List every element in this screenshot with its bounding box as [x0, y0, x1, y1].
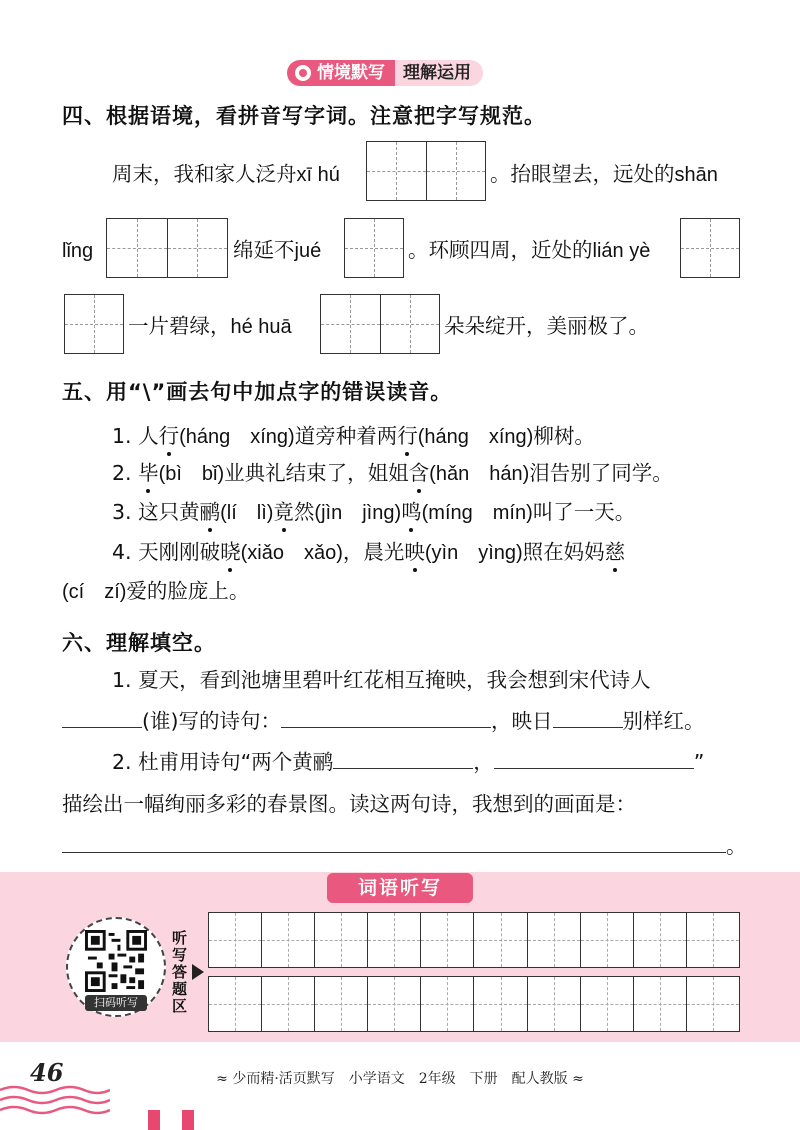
s5-q4-cont	[62, 577, 249, 606]
answer-blank-word[interactable]	[553, 705, 623, 728]
text: 这只黄	[138, 500, 200, 524]
dotted-char: 鸣	[401, 500, 422, 524]
section5-title: 五、用“\”画去句中加点字的错误读音。	[62, 380, 453, 404]
text: 道旁种着两	[294, 424, 398, 448]
text: 叫了一天。	[532, 500, 636, 524]
s5-q3	[112, 498, 635, 527]
s4-text-a: 周末，我和家人泛舟	[112, 162, 297, 186]
answer-box-jue[interactable]	[344, 218, 404, 278]
answer-box-ye[interactable]	[64, 294, 124, 354]
pinyin-jue: jué	[294, 240, 322, 262]
dotted-char: 鹂	[199, 500, 221, 524]
s4-text-b: 。抬眼望去，远处的	[490, 162, 675, 186]
s5-q2	[112, 459, 673, 488]
dotted-char: 行	[397, 424, 418, 448]
text: 别样红。	[622, 709, 705, 733]
dotted-char: 映	[404, 540, 425, 564]
text: ，晨光	[342, 540, 405, 564]
pinyin-choice[interactable]: (bì bǐ)	[158, 463, 225, 485]
text: ，	[473, 750, 494, 774]
badge-left-label: 情境默写	[317, 63, 385, 83]
page-number: 46	[30, 1058, 64, 1087]
dictation-grid-row-1[interactable]	[208, 912, 740, 968]
pinyin-shan: shān	[674, 164, 718, 186]
s6-q1-line2	[62, 705, 705, 735]
medal-icon	[295, 65, 311, 81]
badge-left	[287, 60, 395, 86]
dotted-char: 毕	[138, 461, 159, 485]
s4-line2-after	[408, 236, 650, 265]
wave-decoration-icon	[0, 1082, 110, 1130]
pinyin-choice[interactable]: (yìn yìng)	[424, 542, 523, 564]
pinyin-lianye: lián yè	[592, 240, 651, 262]
s4-line2-start	[62, 236, 93, 265]
text: 照在妈妈	[522, 540, 605, 564]
footer-text: ≈ 少而精·活页默写 小学语文 2年级 下册 配人教版 ≈	[216, 1071, 584, 1087]
text: 。	[726, 834, 747, 858]
s6-q2-line1	[112, 746, 704, 776]
s5-q4	[112, 538, 625, 567]
dictation-grid-row-2[interactable]	[208, 976, 740, 1032]
dotted-char: 晓	[220, 540, 241, 564]
dotted-char: 含	[408, 461, 430, 485]
s4-line1-after	[490, 160, 718, 189]
answer-box-shanling[interactable]	[106, 218, 228, 278]
text: ，映日	[491, 709, 553, 733]
text: 然	[293, 500, 315, 524]
text: 天刚刚破	[138, 540, 221, 564]
arrow-right-icon	[192, 964, 204, 980]
q-number: 2.	[112, 461, 132, 485]
answer-box-hehua[interactable]	[320, 294, 440, 354]
text: (谁)写的诗句：	[142, 709, 281, 733]
pinyin-choice[interactable]: (jìn jìng)	[314, 502, 402, 524]
s6-q1-line1: 1. 夏天，看到池塘里碧叶红花相互掩映，我会想到宋代诗人	[112, 668, 651, 692]
pinyin-choice[interactable]: (míng mín)	[421, 502, 533, 524]
text: 业典礼结束了，姐姐	[224, 461, 409, 485]
s4-text-d: 。环顾四周，近处的	[408, 238, 593, 262]
s4-text-e: 一片碧绿，	[128, 314, 231, 338]
answer-blank-verse[interactable]	[281, 705, 491, 728]
s4-line3-mid	[128, 312, 292, 341]
s6-q2-line2: 描绘出一幅绚丽多彩的春景图。读这两句诗，我想到的画面是：	[62, 792, 636, 816]
answer-blank-line1[interactable]	[333, 746, 473, 769]
answer-box-xihu[interactable]	[366, 141, 486, 201]
text: ”	[693, 750, 705, 774]
answer-area-label: 听写答题区	[172, 929, 188, 1015]
q-number: 3.	[112, 500, 132, 524]
pinyin-choice[interactable]: (hǎn hán)	[429, 463, 530, 485]
answer-blank-line2[interactable]	[494, 746, 694, 769]
text: 柳树。	[533, 424, 595, 448]
dotted-char: 慈	[604, 540, 626, 564]
section-badge	[287, 60, 483, 86]
pinyin-choice[interactable]: (cí zí)	[62, 581, 127, 603]
answer-blank-scene[interactable]	[62, 830, 726, 853]
badge-right: 理解运用	[395, 60, 483, 86]
answer-blank-poet[interactable]	[62, 705, 142, 728]
section4-title: 四、根据语境，看拼音写字词。注意把字写规范。	[62, 104, 546, 128]
s5-q1	[112, 422, 595, 451]
q-number: 1.	[112, 424, 132, 448]
pinyin-hehua: hé huā	[230, 316, 292, 338]
text: 泪告别了同学。	[529, 461, 673, 485]
q-number: 4.	[112, 540, 132, 564]
section6-title: 六、理解填空。	[62, 631, 216, 655]
s6-q2-line3	[62, 830, 747, 860]
s4-line2-mid	[233, 236, 321, 265]
dotted-char: 行	[158, 424, 180, 448]
qr-code-icon[interactable]	[85, 930, 147, 992]
s4-line3-after: 朵朵绽开，美丽极了。	[444, 314, 649, 338]
text: 2. 杜甫用诗句“两个黄鹂	[112, 750, 334, 774]
text: 人	[138, 424, 159, 448]
pinyin-choice[interactable]: (háng xíng)	[417, 426, 534, 448]
pinyin-choice[interactable]: (háng xíng)	[179, 426, 295, 448]
qr-label: 扫码听写	[85, 995, 147, 1011]
pinyin-choice[interactable]: (xiǎo xǎo)	[240, 542, 343, 564]
pinyin-ling: lǐng	[62, 240, 94, 262]
dotted-char: 竟	[273, 500, 294, 524]
s4-text-c: 绵延不	[233, 238, 295, 262]
text: 爱的脸庞上。	[126, 579, 250, 603]
pinyin-choice[interactable]: (lí lì)	[220, 502, 274, 524]
dictation-label: 词语听写	[327, 873, 473, 903]
pinyin-xihu: xī hú	[296, 164, 340, 186]
answer-box-lian[interactable]	[680, 218, 740, 278]
s4-line1-text	[112, 160, 340, 189]
